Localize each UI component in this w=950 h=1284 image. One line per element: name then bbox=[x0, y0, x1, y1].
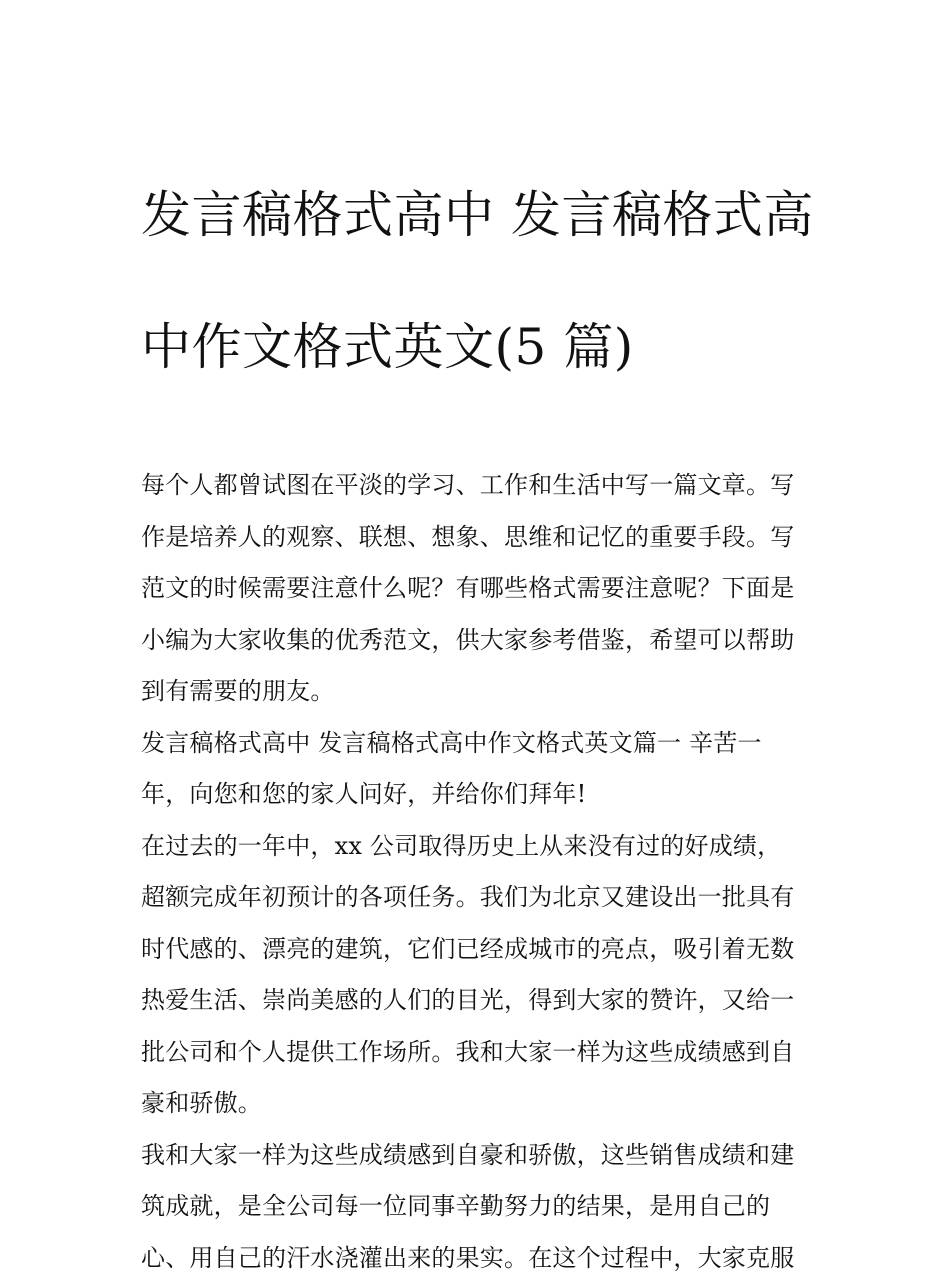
text-line: 我和大家一样为这些成绩感到自豪和骄傲，这些销售成绩和建 bbox=[141, 1130, 811, 1182]
paragraph-pride bbox=[141, 1130, 811, 1284]
paragraph-intro bbox=[141, 460, 811, 718]
text-line: 批公司和个人提供工作场所。我和大家一样为这些成绩感到自 bbox=[141, 1027, 811, 1079]
text-line: 发言稿格式高中 发言稿格式高中作文格式英文篇一 辛苦一 bbox=[141, 718, 811, 770]
title-line: 中作文格式英文(5 篇) bbox=[141, 314, 811, 380]
text-line: 每个人都曾试图在平淡的学习、工作和生活中写一篇文章。写 bbox=[141, 460, 811, 512]
text-line: 在过去的一年中，xx 公司取得历史上从来没有过的好成绩， bbox=[141, 821, 811, 873]
text-line: 范文的时候需要注意什么呢？有哪些格式需要注意呢？下面是 bbox=[141, 563, 811, 615]
text-line: 到有需要的朋友。 bbox=[141, 666, 811, 718]
text-line: 热爱生活、崇尚美感的人们的目光，得到大家的赞许，又给一 bbox=[141, 975, 811, 1027]
text-line: 年，向您和您的家人问好，并给你们拜年! bbox=[141, 769, 811, 821]
text-line: 时代感的、漂亮的建筑，它们已经成城市的亮点，吸引着无数 bbox=[141, 924, 811, 976]
document-title bbox=[141, 116, 811, 446]
text-line: 筑成就，是全公司每一位同事辛勤努力的结果，是用自己的 bbox=[141, 1181, 811, 1233]
paragraph-achievements bbox=[141, 821, 811, 1130]
document-content bbox=[141, 116, 811, 1284]
text-line: 作是培养人的观察、联想、想象、思维和记忆的重要手段。写 bbox=[141, 512, 811, 564]
text-line: 超额完成年初预计的各项任务。我们为北京又建设出一批具有 bbox=[141, 872, 811, 924]
text-line: 小编为大家收集的优秀范文，供大家参考借鉴，希望可以帮助 bbox=[141, 615, 811, 667]
paragraph-heading-1 bbox=[141, 718, 811, 821]
title-line: 发言稿格式高中 发言稿格式高 bbox=[141, 182, 811, 248]
text-line: 豪和骄傲。 bbox=[141, 1078, 811, 1130]
document-body bbox=[141, 460, 811, 1284]
text-line: 心、用自己的汗水浇灌出来的果实。在这个过程中，大家克服 bbox=[141, 1233, 811, 1284]
